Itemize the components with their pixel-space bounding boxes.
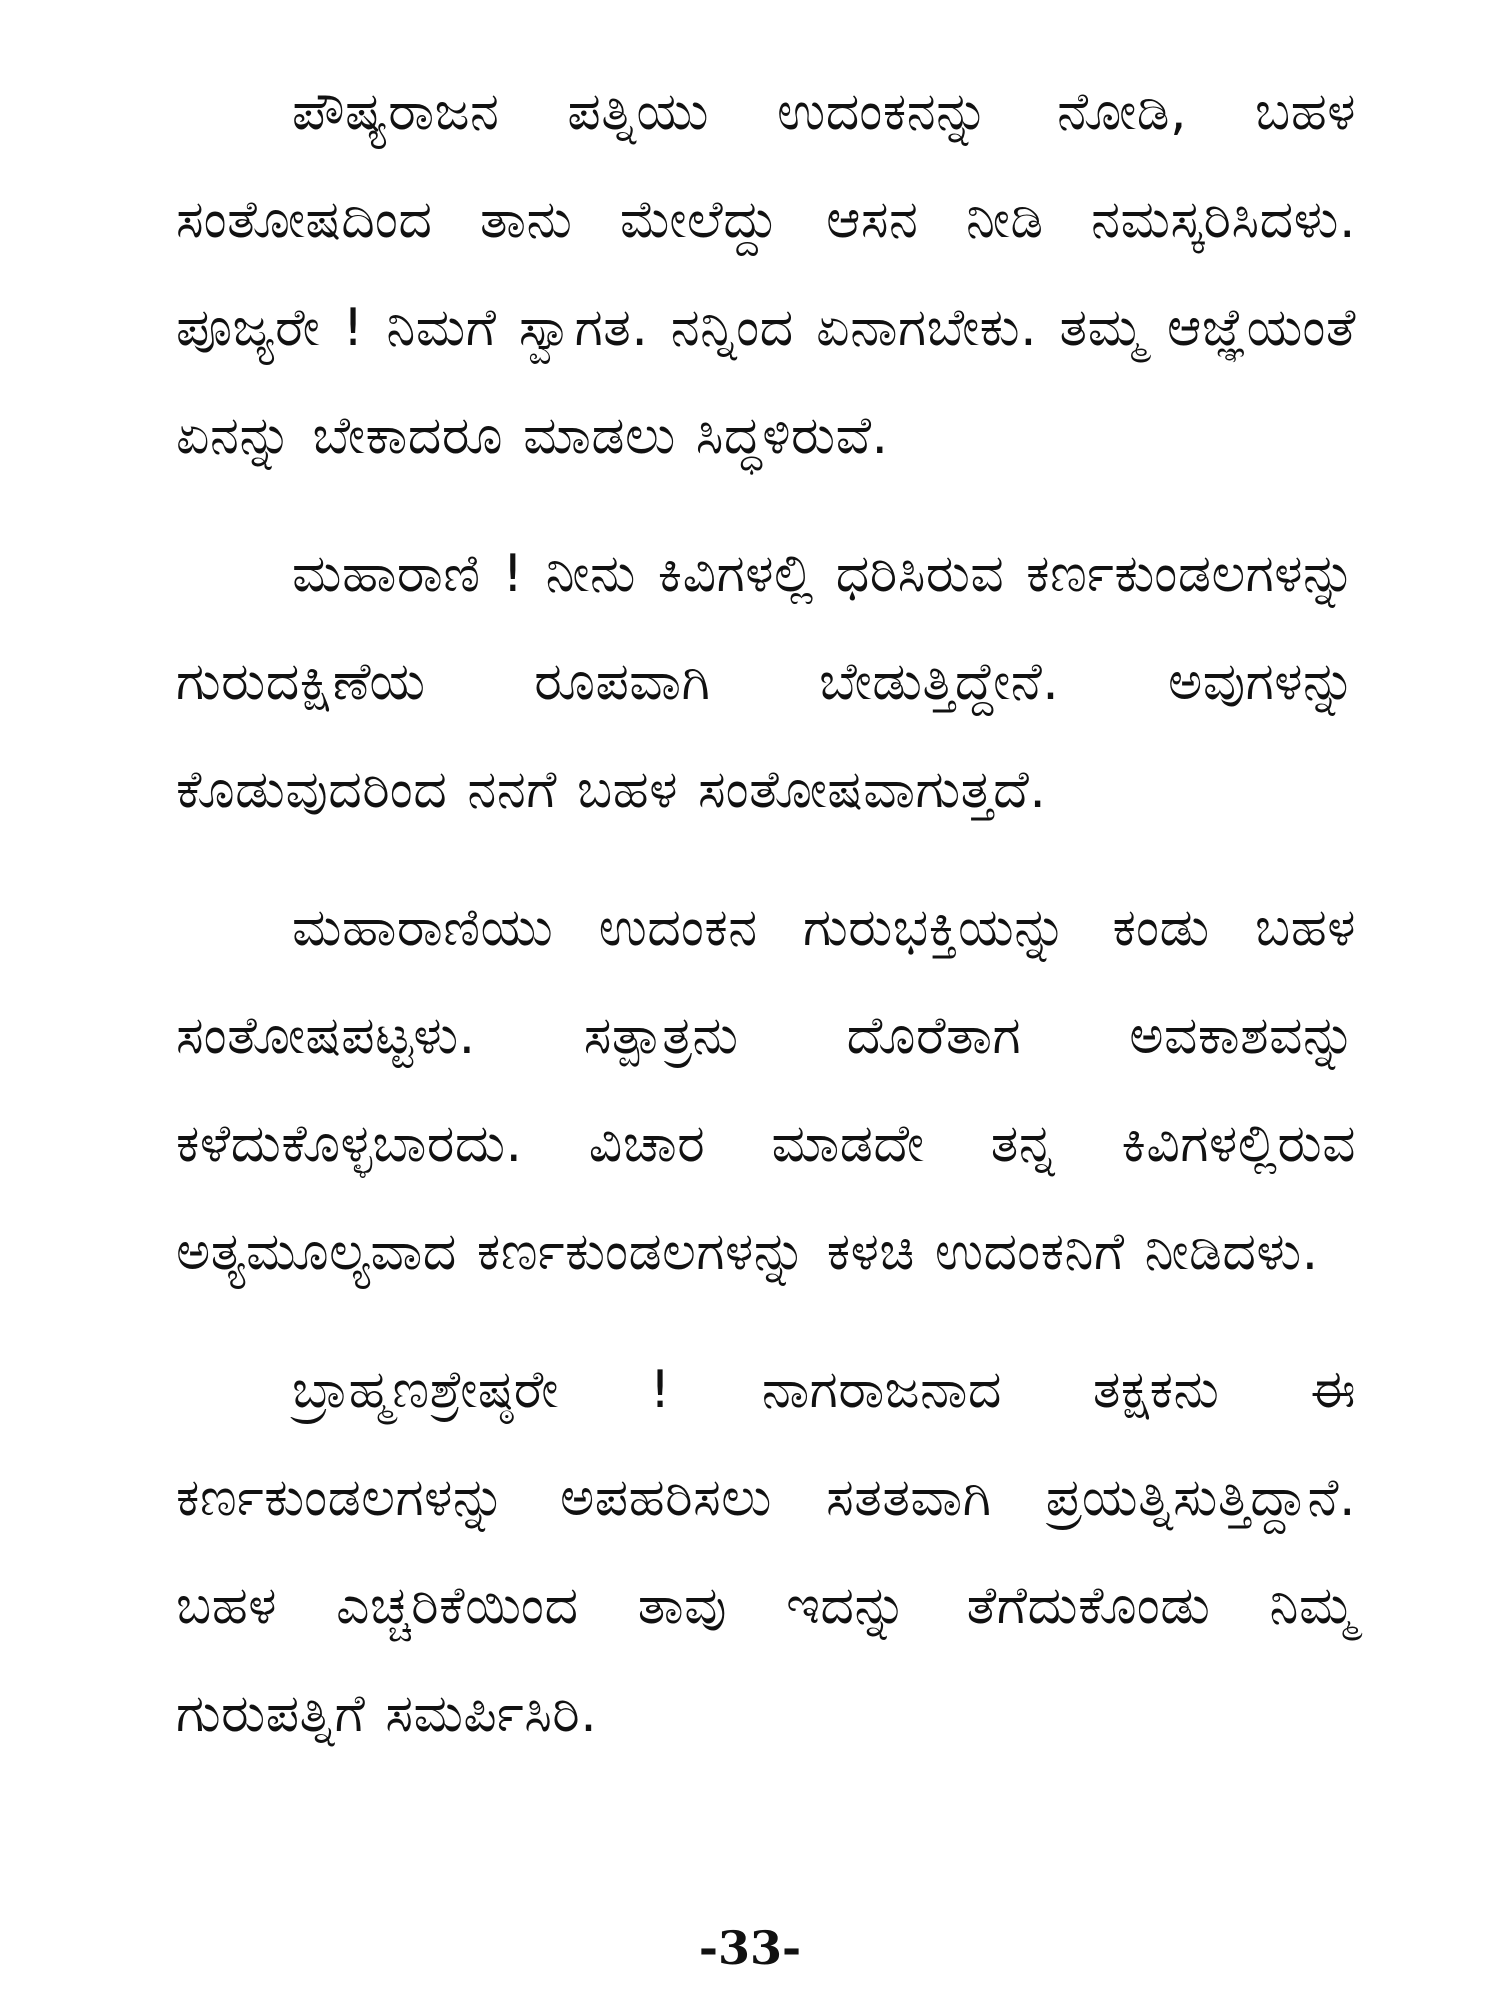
paragraph-4: ಬ್ರಾಹ್ಮಣಶ್ರೇಷ್ಠರೇ ! ನಾಗರಾಜನಾದ ತಕ್ಷಕನು ಈ ಕರ್ಣಕುಂಡಲಗಳನ್ನು ಅಪಹರಿಸಲು ಸತತವಾಗಿ ಪ್ರಯತ್ನಿಸುತ್ತಿದ್ದಾನೆ. ಬಹಳ ಎಚ್ಚರಿಕೆಯಿಂದ ತಾವು ಇದನ್ನು ತೆಗೆದುಕೊಂಡು ನಿಮ್ಮ ಗುರುಪತ್ನಿಗೆ ಸಮರ್ಪಿಸಿರಿ. (176, 1360, 1356, 1744)
paragraph-2: ಮಹಾರಾಣಿ ! ನೀನು ಕಿವಿಗಳಲ್ಲಿ ಧರಿಸಿರುವ ಕರ್ಣಕುಂಡಲಗಳನ್ನು ಗುರುದಕ್ಷಿಣೆಯ ರೂಪವಾಗಿ ಬೇಡುತ್ತಿದ್ದೇನೆ. ಅವುಗಳನ್ನು ಕೊಡುವುದರಿಂದ ನನಗೆ ಬಹಳ ಸಂತೋಷವಾಗುತ್ತದೆ. (176, 544, 1356, 820)
page-number: -33- (698, 1921, 802, 1975)
paragraph-3: ಮಹಾರಾಣಿಯು ಉದಂಕನ ಗುರುಭಕ್ತಿಯನ್ನು ಕಂಡು ಬಹಳ ಸಂತೋಷಪಟ್ಟಳು. ಸತ್ಪಾತ್ರನು ದೊರೆತಾಗ ಅವಕಾಶವನ್ನು ಕಳೆದುಕೊಳ್ಳಬಾರದು. ವಿಚಾರ ಮಾಡದೇ ತನ್ನ ಕಿವಿಗಳಲ್ಲಿರುವ ಅತ್ಯಮೂಲ್ಯವಾದ ಕರ್ಣಕುಂಡಲಗಳನ್ನು ಕಳಚಿ ಉದಂಕನಿಗೆ ನೀಡಿದಳು. (176, 898, 1356, 1282)
paragraph-1: ಪೌಷ್ಯರಾಜನ ಪತ್ನಿಯು ಉದಂಕನನ್ನು ನೋಡಿ, ಬಹಳ ಸಂತೋಷದಿಂದ ತಾನು ಮೇಲೆದ್ದು ಆಸನ ನೀಡಿ ನಮಸ್ಕರಿಸಿದಳು. ಪೂಜ್ಯರೇ ! ನಿಮಗೆ ಸ್ವಾಗತ. ನನ್ನಿಂದ ಏನಾಗಬೇಕು. ತಮ್ಮ ಆಜ್ಞೆಯಂತೆ ಏನನ್ನು ಬೇಕಾದರೂ ಮಾಡಲು ಸಿದ್ಧಳಿರುವೆ. (176, 82, 1356, 466)
text-column (176, 58, 1356, 1768)
